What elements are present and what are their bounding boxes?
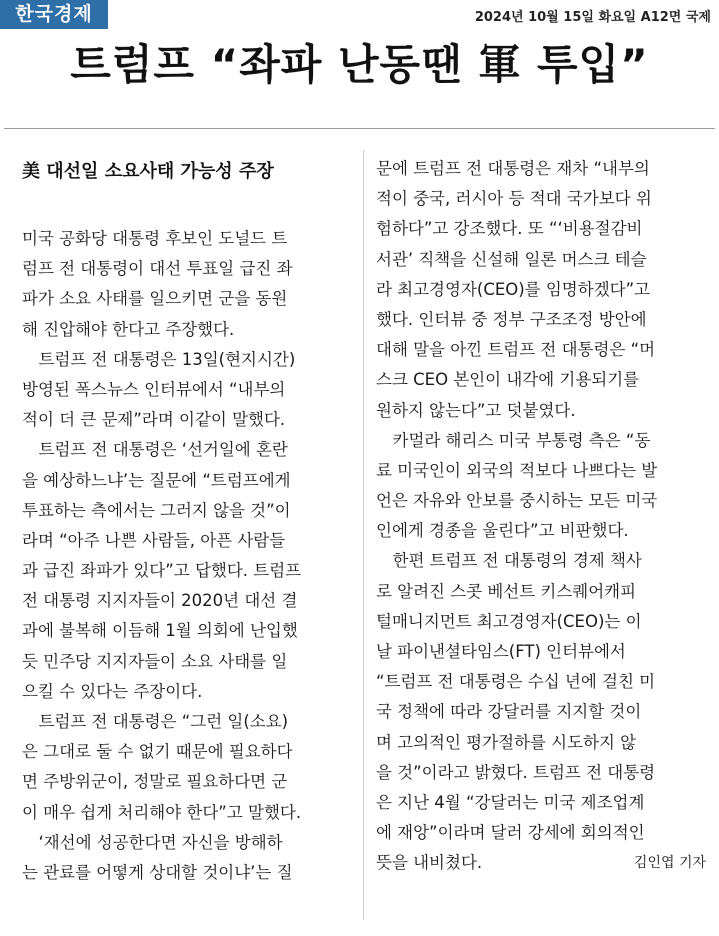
byline: 김인엽 기자 xyxy=(633,855,706,872)
text-line: 을 예상하느냐’는 질문에 “트럼프에게 xyxy=(22,470,291,490)
text-line: 라며 “아주 나쁜 사람들, 아픈 사람들 xyxy=(22,530,286,550)
text-line: 한편 트럼프 전 대통령의 경제 책사 xyxy=(376,551,642,571)
text-line: 트럼프 전 대통령은 “그런 일(소요) xyxy=(22,712,289,731)
text-line: 미국 공화당 대통령 후보인 도널드 트 xyxy=(22,229,288,248)
text-line: 했다. 인터뷰 중 정부 구조조정 방안에 xyxy=(376,309,647,329)
text-line: 날 파이낸셜타임스(FT) 인터뷰에서 xyxy=(376,642,626,661)
text-line: 라 최고경영자(CEO)를 임명하겠다”고 xyxy=(376,279,651,299)
text-line: ‘재선에 성공한다면 자신을 방해하 xyxy=(22,832,283,852)
masthead xyxy=(0,0,719,30)
text-line: 대해 말을 아낀 트럼프 전 대통령은 “머 xyxy=(376,340,656,360)
headline-divider xyxy=(4,128,715,129)
text-line: 과 급진 좌파가 있다”고 답했다. 트럼프 xyxy=(22,561,302,581)
text-line: 국 정책에 따라 강달러를 지지할 것이 xyxy=(376,702,642,722)
text-line: “트럼프 전 대통령은 수십 년에 걸친 미 xyxy=(376,672,656,692)
text-line: 언은 자유와 안보를 중시하는 모든 미국 xyxy=(376,491,658,511)
article-column-right xyxy=(376,154,706,879)
text-line: 료 미국인이 외국의 적보다 나쁘다는 발 xyxy=(376,460,658,480)
newspaper-logo: 한국경제 xyxy=(0,0,108,29)
column-divider xyxy=(363,150,364,920)
text-line: 며 고의적인 평가절하를 시도하지 않 xyxy=(376,732,637,752)
article-subhead: 美 대선일 소요사태 가능성 주장 xyxy=(22,161,274,182)
text-line: 털매니지먼트 최고경영자(CEO)는 이 xyxy=(376,611,642,631)
text-line: 전 대통령 지지자들이 2020년 대선 결 xyxy=(22,591,298,611)
text-line: 트럼프 전 대통령은 ‘선거일에 혼란 xyxy=(22,440,288,460)
text-line: 서관’ 직책을 신설해 일론 머스크 테슬 xyxy=(376,249,647,269)
text-line: 이 매우 쉽게 처리해야 한다”고 말했다. xyxy=(22,802,302,822)
text-line: 뜻을 내비쳤다. 김인엽 기자 xyxy=(376,848,706,878)
text-line: 트럼프 전 대통령은 13일(현지시간) xyxy=(22,349,296,369)
text-line: 스크 CEO 본인이 내각에 기용되기를 xyxy=(376,370,640,390)
text-line: 적이 중국, 러시아 등 적대 국가보다 위 xyxy=(376,189,652,209)
text-line: 카멀라 해리스 미국 부통령 측은 “동 xyxy=(376,430,651,450)
text-line: 면 주방위군이, 정말로 필요하다면 군 xyxy=(22,772,288,792)
text-line: 로 알려진 스콧 베선트 키스퀘어캐피 xyxy=(376,581,637,601)
right-column-body xyxy=(376,154,706,879)
left-column-body xyxy=(22,224,352,888)
text-line: 방영된 폭스뉴스 인터뷰에서 “내부의 xyxy=(22,379,286,399)
text-line: 투표하는 측에서는 그러지 않을 것”이 xyxy=(22,500,291,520)
text-line: 적이 더 큰 문제”라며 이같이 말했다. xyxy=(22,410,286,430)
text-line: 을 것”이라고 밝혔다. 트럼프 전 대통령 xyxy=(376,762,656,782)
article-column-left xyxy=(22,156,352,888)
text-line: 험하다”고 강조했다. 또 “‘비용절감비 xyxy=(376,219,643,239)
text-line: 는 관료를 어떻게 상대할 것이냐’는 질 xyxy=(22,862,293,882)
text-line: 듯 민주당 지지자들이 소요 사태를 일 xyxy=(22,651,288,671)
text-line: 은 그대로 둘 수 없기 때문에 필요하다 xyxy=(22,742,293,762)
text-line: 인에게 경종을 울린다”고 비판했다. xyxy=(376,521,629,541)
text-line: 럼프 전 대통령이 대선 투표일 급진 좌 xyxy=(22,259,293,279)
dateline: 2024년 10월 15일 화요일 A12면 국제 xyxy=(474,10,711,25)
text-line: 원하지 않는다”고 덧붙였다. xyxy=(376,400,576,420)
text-line: 은 지난 4월 “강달러는 미국 제조업계 xyxy=(376,792,645,812)
text-line: 에 재앙”이라며 달러 강세에 회의적인 xyxy=(376,823,645,843)
article-headline: 트럼프 “좌파 난동땐 軍 투입” xyxy=(70,40,649,89)
text-line: 문에 트럼프 전 대통령은 재차 “내부의 xyxy=(376,159,650,178)
text-line: 으킬 수 있다는 주장이다. xyxy=(22,681,203,701)
text-line: 해 진압해야 한다고 주장했다. xyxy=(22,319,235,339)
text-line: 파가 소요 사태를 일으키면 군을 동원 xyxy=(22,289,288,309)
text-line: 과에 불복해 이듬해 1월 의회에 난입했 xyxy=(22,621,298,641)
